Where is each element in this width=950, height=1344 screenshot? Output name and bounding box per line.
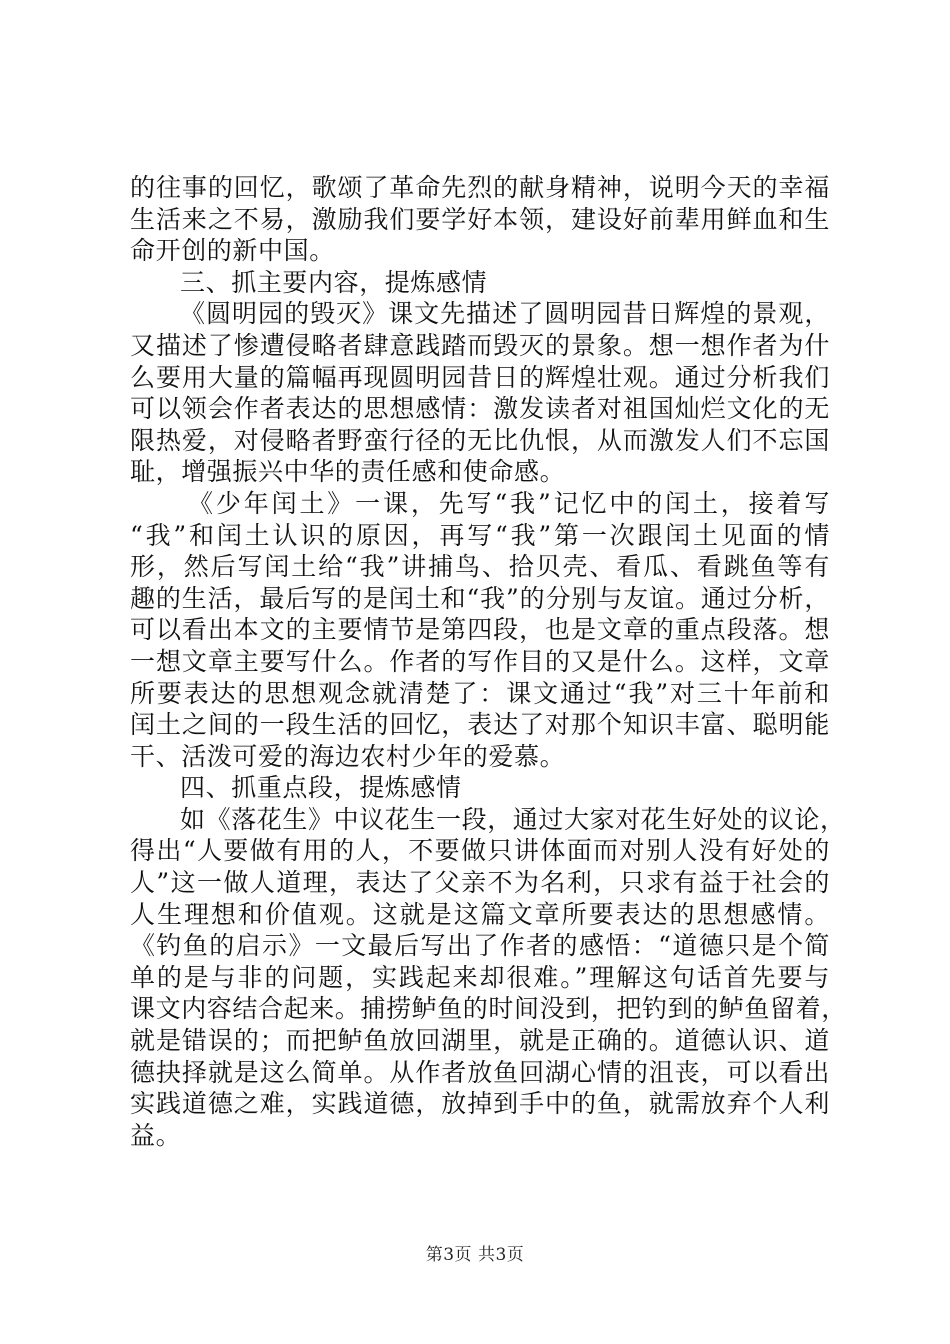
text-line: 限热爱，对侵略者野蛮行径的无比仇恨，从而激发人们不忘国 bbox=[130, 425, 830, 455]
text-line: 一想文章主要写什么。作者的写作目的又是什么。这样，文章 bbox=[130, 646, 830, 676]
text-line: 可以领会作者表达的思想感情：激发读者对祖国灿烂文化的无 bbox=[130, 394, 830, 424]
text-line: 所要表达的思想观念就清楚了：课文通过“我”对三十年前和 bbox=[130, 678, 830, 708]
text-line: 就是错误的；而把鲈鱼放回湖里，就是正确的。道德认识、道 bbox=[130, 1026, 830, 1056]
text-line: 么要用大量的篇幅再现圆明园昔日的辉煌壮观。通过分析我们 bbox=[130, 362, 830, 392]
body-text bbox=[130, 172, 847, 1151]
text-line: 《钓鱼的启示》一文最后写出了作者的感悟：“道德只是个简 bbox=[130, 931, 830, 961]
text-line: 干、活泼可爱的海边农村少年的爱慕。 bbox=[130, 741, 566, 771]
text-line: 人生理想和价值观。这就是这篇文章所要表达的思想感情。 bbox=[130, 899, 830, 929]
section-heading: 四、抓重点段，提炼感情 bbox=[180, 773, 462, 803]
text-line: 益。 bbox=[130, 1120, 182, 1150]
text-line: 人”这一做人道理，表达了父亲不为名利，只求有益于社会的 bbox=[130, 868, 830, 898]
text-line: 如《落花生》中议花生一段，通过大家对花生好处的议论， bbox=[180, 804, 846, 834]
text-line: 课文内容结合起来。捕捞鲈鱼的时间没到，把钓到的鲈鱼留着， bbox=[130, 994, 847, 1024]
text-line: 生活来之不易，激励我们要学好本领，建设好前辈用鲜血和生 bbox=[130, 204, 830, 234]
page-footer: 第3页 共3页 bbox=[425, 1245, 525, 1265]
text-line: 趣的生活，最后写的是闰土和“我”的分别与友谊。通过分析， bbox=[130, 583, 830, 613]
text-line: 闰土之间的一段生活的回忆，表达了对那个知识丰富、聪明能 bbox=[130, 710, 830, 740]
text-line: 耻，增强振兴中华的责任感和使命感。 bbox=[130, 457, 566, 487]
text-line: 得出“人要做有用的人，不要做只讲体面而对别人没有好处的 bbox=[130, 836, 830, 866]
text-line: 的往事的回忆，歌颂了革命先烈的献身精神，说明今天的幸福 bbox=[130, 173, 830, 202]
text-line: 《少年闰土》一课，先写“我”记忆中的闰土，接着写 bbox=[188, 488, 830, 518]
text-line: 又描述了惨遭侵略者肆意践踏而毁灭的景象。想一想作者为什 bbox=[130, 330, 830, 360]
text-line: 命开创的新中国。 bbox=[130, 236, 335, 266]
section-heading: 三、抓主要内容，提炼感情 bbox=[180, 267, 488, 297]
text-line: 实践道德之难，实践道德，放掉到手中的鱼，就需放弃个人利 bbox=[130, 1089, 830, 1119]
text-line: 形，然后写闰土给“我”讲捕鸟、拾贝壳、看瓜、看跳鱼等有 bbox=[130, 552, 830, 582]
text-line: 可以看出本文的主要情节是第四段，也是文章的重点段落。想 bbox=[130, 615, 830, 645]
text-line: “我”和闰土认识的原因，再写“我”第一次跟闰土见面的情 bbox=[130, 520, 830, 550]
text-line: 德抉择就是这么简单。从作者放鱼回湖心情的沮丧，可以看出 bbox=[130, 1057, 830, 1087]
text-line: 《圆明园的毁灭》课文先描述了圆明园昔日辉煌的景观， bbox=[180, 299, 830, 329]
text-line: 单的是与非的问题，实践起来却很难。”理解这句话首先要与 bbox=[130, 962, 830, 992]
